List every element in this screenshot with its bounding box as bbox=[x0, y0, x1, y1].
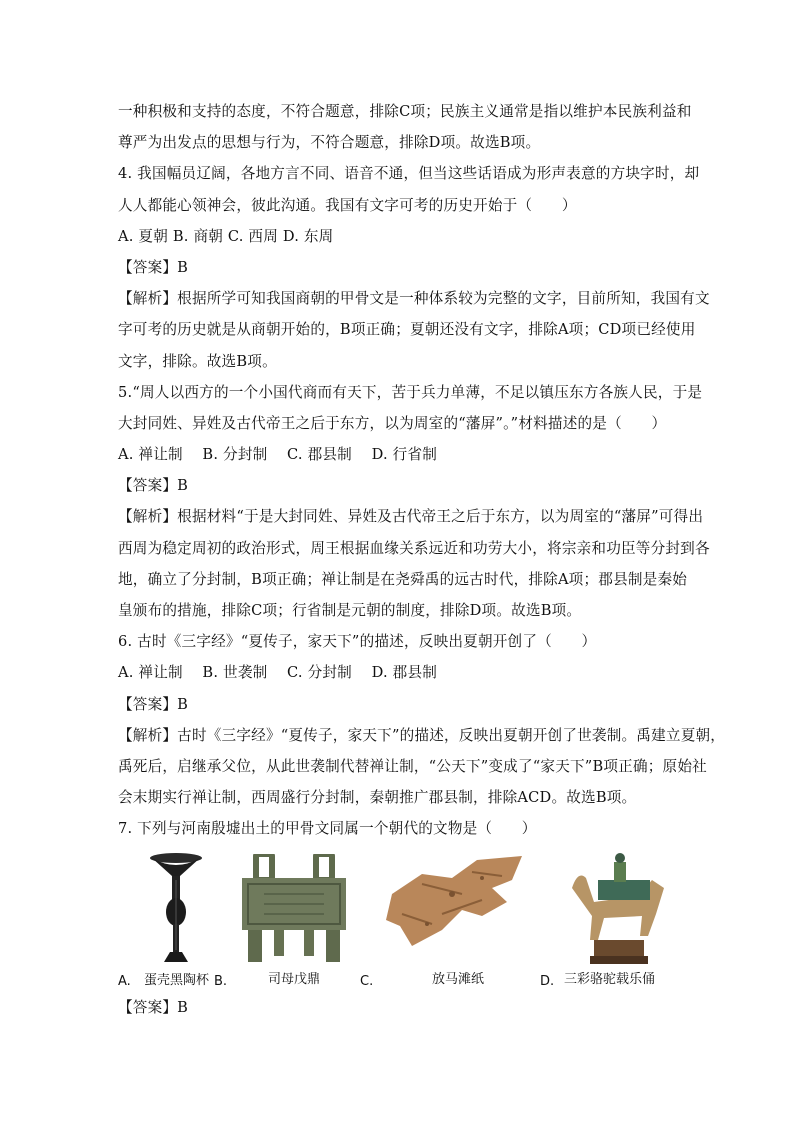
question-4-stem: 人人都能心领神会，彼此沟通。我国有文字可考的历史开始于（ ） bbox=[118, 196, 577, 214]
question-4-stem: 4. 我国幅员辽阔，各地方言不同、语音不通，但当这些话语成为形声表意的方块字时，却 bbox=[118, 165, 700, 183]
question-6-answer: 【答案】B bbox=[118, 695, 189, 713]
question-6-analysis: 【解析】古时《三字经》“夏传子，家天下”的描述，反映出夏朝开创了世袭制。禹建立夏朝， bbox=[118, 726, 726, 744]
caption-a: 蛋壳黑陶杯 bbox=[144, 973, 210, 988]
question-5-answer: 【答案】B bbox=[118, 477, 189, 495]
question-7-stem: 7. 下列与河南殷墟出土的甲骨文同属一个朝代的文物是（ ） bbox=[118, 820, 537, 838]
tricolor-camel-image bbox=[564, 850, 674, 966]
question-5-analysis: 皇颁布的措施，排除C项；行省制是元朝的制度，排除D项。故选B项。 bbox=[118, 602, 582, 619]
question-5-options: A. 禅让制 B. 分封制 C. 郡县制 D. 行省制 bbox=[118, 446, 438, 464]
caption-d: 三彩骆驼载乐俑 bbox=[564, 972, 656, 987]
question-4-analysis: 字可考的历史就是从商朝开始的，B项正确；夏朝还没有文字，排除A项；CD项已经使用 bbox=[118, 321, 696, 339]
question-6-options: A. 禅让制 B. 世袭制 C. 分封制 D. 郡县制 bbox=[118, 664, 438, 682]
black-pottery-cup-image bbox=[146, 850, 206, 970]
question-6-analysis: 禹死后，启继承父位，从此世袭制代替禅让制，“公天下”变成了“家天下”B项正确；原始社 bbox=[118, 757, 707, 775]
fangmatan-paper-image bbox=[382, 854, 532, 954]
question-5-analysis: 西周为稳定周初的政治形式，周王根据血缘关系远近和功劳大小，将宗亲和功臣等分封到各 bbox=[118, 539, 710, 557]
question-5-analysis: 地，确立了分封制，B项正确；禅让制是在尧舜禹的远古时代，排除A项；郡县制是秦始 bbox=[118, 570, 688, 588]
option-letter-a: A. bbox=[118, 974, 131, 989]
question-7-answer: 【答案】B bbox=[118, 999, 189, 1016]
text-line: 一种积极和支持的态度，不符合题意，排除C项；民族主义通常是指以维护本民族利益和 bbox=[118, 103, 692, 120]
question-4-analysis: 文字，排除。故选B项。 bbox=[118, 352, 277, 370]
option-letter-c: C. bbox=[360, 974, 374, 989]
question-6-stem: 6. 古时《三字经》“夏传子，家天下”的描述，反映出夏朝开创了（ ） bbox=[118, 633, 597, 651]
text-line: 尊严为出发点的思想与行为，不符合题意，排除D项。故选B项。 bbox=[118, 134, 541, 152]
option-letter-b: B. bbox=[214, 974, 228, 989]
question-4-analysis: 【解析】根据所学可知我国商朝的甲骨文是一种体系较为完整的文字，目前所知，我国有文 bbox=[118, 290, 710, 308]
caption-b: 司母戊鼎 bbox=[268, 972, 321, 987]
question-4-answer: 【答案】B bbox=[118, 258, 189, 276]
question-5-stem: 5.“周人以西方的一个小国代商而有天下，苦于兵力单薄，不足以镇压东方各族人民，于是 bbox=[118, 383, 703, 401]
caption-c: 放马滩纸 bbox=[432, 972, 485, 987]
simuwu-ding-image bbox=[234, 854, 354, 964]
question-5-stem: 大封同姓、异姓及古代帝王之后于东方，以为周室的“藩屏”。”材料描述的是（ ） bbox=[118, 414, 667, 432]
question-7-image-options bbox=[118, 850, 688, 1000]
document-body bbox=[118, 96, 726, 845]
question-4-options: A. 夏朝 B. 商朝 C. 西周 D. 东周 bbox=[118, 227, 334, 245]
option-letter-d: D. bbox=[540, 974, 555, 989]
question-5-analysis: 【解析】根据材料“于是大封同姓、异姓及古代帝王之后于东方，以为周室的“藩屏”可得出 bbox=[118, 508, 704, 526]
question-6-analysis: 会末期实行禅让制，西周盛行分封制，秦朝推广郡县制，排除ACD。故选B项。 bbox=[118, 789, 637, 807]
